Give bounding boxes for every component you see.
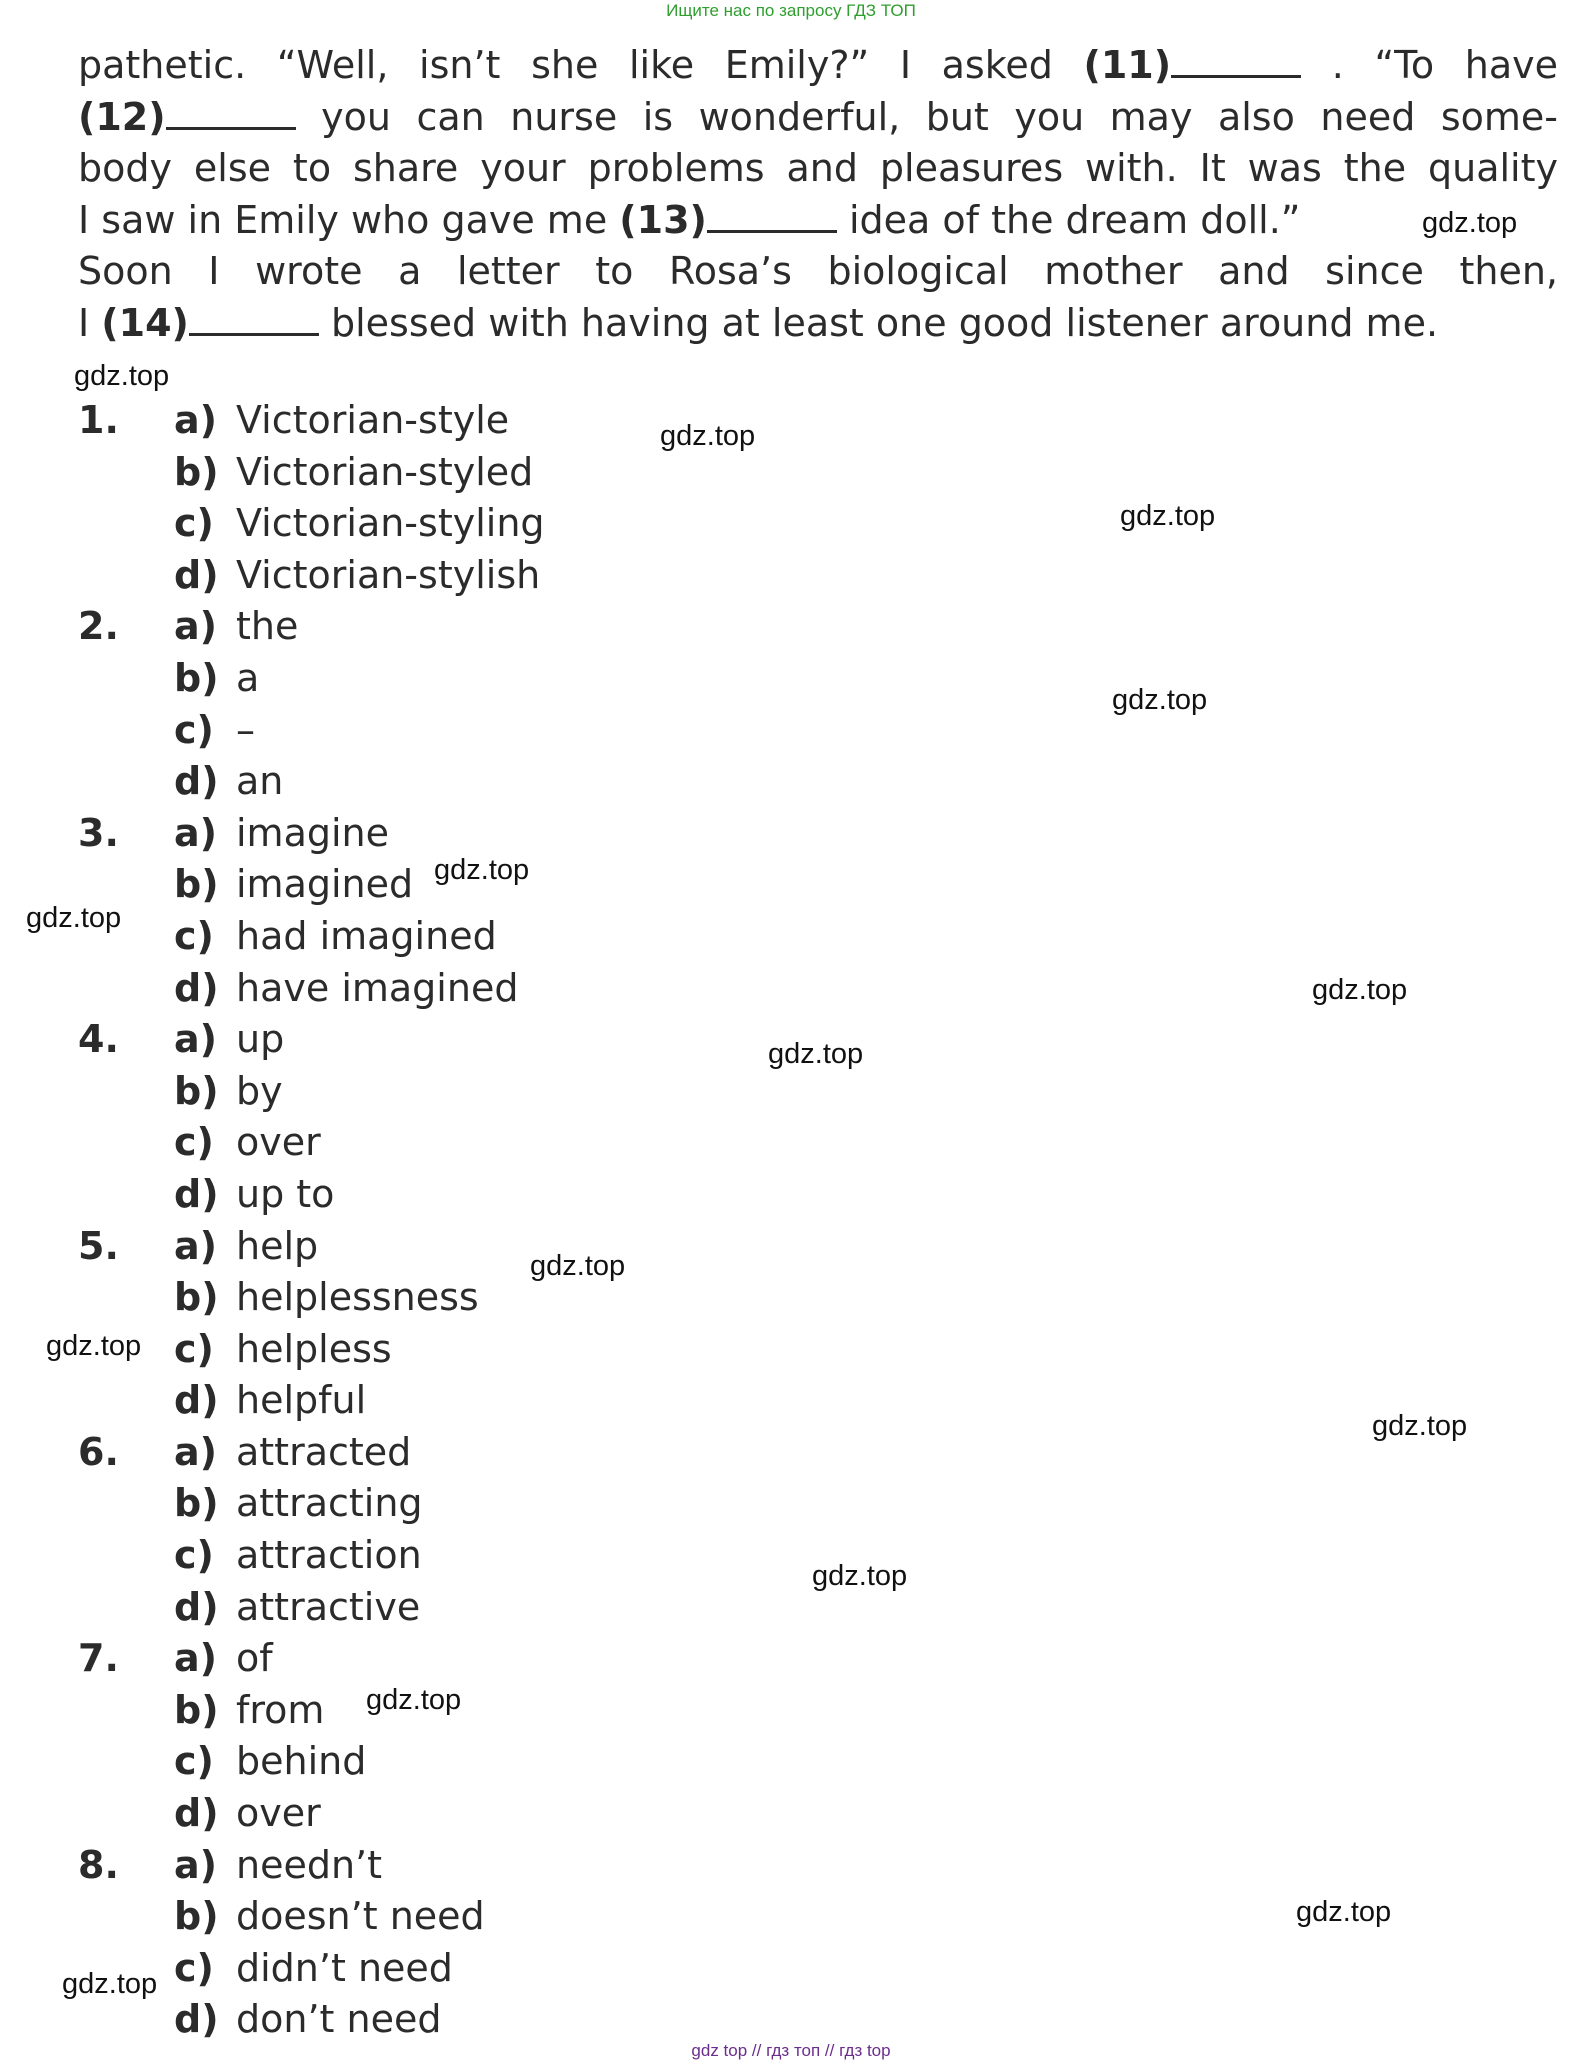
question-number: 4. (78, 1017, 119, 1062)
answer-option (78, 911, 1078, 963)
option-letter: b) (174, 1687, 219, 1732)
answer-option (78, 447, 1078, 499)
option-text: the (236, 604, 299, 649)
option-letter: b) (174, 1481, 219, 1526)
watermark: gdz.top (1120, 500, 1216, 532)
answer-option (78, 1117, 1078, 1169)
option-letter: c) (174, 1120, 214, 1165)
passage-text-segment: body else to share your problems and pleasures with. It was the quality (78, 146, 1558, 190)
option-text: behind (236, 1739, 367, 1784)
option-letter: b) (174, 655, 219, 700)
option-text: up to (236, 1171, 335, 1216)
answer-option (78, 1788, 1078, 1840)
option-letter: d) (174, 552, 219, 597)
option-text: helpless (236, 1326, 392, 1371)
watermark: gdz.top (660, 420, 756, 452)
passage-line (78, 92, 1558, 144)
gap-number: (12) (78, 94, 166, 139)
watermark: gdz.top (1112, 684, 1208, 716)
answer-option (78, 1169, 1078, 1221)
option-text: of (236, 1636, 273, 1681)
option-letter: a) (174, 1842, 218, 1887)
option-text: didn’t need (236, 1945, 453, 1990)
answer-options-list (78, 395, 1078, 2046)
option-text: imagine (236, 810, 390, 855)
option-letter: b) (174, 1068, 219, 1113)
option-text: a (236, 655, 260, 700)
passage-text-segment: I (78, 300, 102, 345)
option-text: helpful (236, 1378, 367, 1423)
passage-text-segment: you can nurse is wonderful, but you may also need some- (295, 94, 1558, 139)
answer-option (78, 653, 1078, 705)
option-text: don’t need (236, 1997, 442, 2042)
question-number: 2. (78, 604, 119, 649)
answer-option (78, 1478, 1078, 1530)
answer-option (78, 1530, 1078, 1582)
option-letter: a) (174, 604, 218, 649)
passage-line (78, 143, 1558, 195)
watermark: gdz.top (26, 902, 122, 934)
option-letter: b) (174, 1275, 219, 1320)
question-number: 3. (78, 810, 119, 855)
answer-option (78, 395, 1078, 447)
passage-line (78, 195, 1558, 247)
option-letter: c) (174, 501, 214, 546)
option-text: Victorian-style (236, 398, 510, 442)
option-letter: a) (174, 1017, 218, 1062)
option-letter: d) (174, 1584, 219, 1629)
watermark: gdz.top (768, 1038, 864, 1070)
option-letter: d) (174, 1997, 219, 2042)
watermark: gdz.top (530, 1250, 626, 1282)
option-letter: c) (174, 1326, 214, 1371)
gap-number: (11) (1083, 43, 1172, 87)
option-letter: b) (174, 862, 219, 907)
answer-option (78, 1994, 1078, 2046)
option-text: over (236, 1120, 321, 1165)
passage-text-segment: idea of the dream doll.” (836, 197, 1301, 242)
option-text: an (236, 759, 284, 804)
watermark: gdz.top (812, 1560, 908, 1592)
watermark: gdz.top (1422, 207, 1518, 239)
gap-number: (13) (619, 197, 707, 242)
answer-option (78, 705, 1078, 757)
option-text: attracting (236, 1481, 423, 1526)
option-letter: b) (174, 449, 219, 494)
question-number: 6. (78, 1429, 119, 1474)
option-text: had imagined (236, 913, 497, 958)
watermark: gdz.top (1372, 1410, 1468, 1442)
answer-option (78, 1375, 1078, 1427)
option-text: attraction (236, 1533, 422, 1578)
answer-option (78, 1840, 1078, 1892)
answer-option (78, 808, 1078, 860)
option-text: – (236, 707, 255, 752)
option-text: help (236, 1223, 319, 1268)
blank-gap (1171, 45, 1301, 78)
watermark: gdz.top (46, 1330, 142, 1362)
passage-line (78, 246, 1558, 298)
option-text: needn’t (236, 1842, 383, 1887)
option-letter: a) (174, 810, 218, 855)
blank-gap (707, 200, 837, 233)
footer-links[interactable]: gdz top // гдз топ // гдз top (691, 2041, 891, 2060)
option-text: over (236, 1791, 321, 1836)
answer-option (78, 1582, 1078, 1634)
option-letter: a) (174, 398, 218, 442)
option-letter: c) (174, 1945, 214, 1990)
question-number: 8. (78, 1842, 119, 1887)
option-letter: a) (174, 1223, 218, 1268)
question-number: 5. (78, 1223, 119, 1268)
gap-number: (14) (101, 300, 189, 345)
option-text: Victorian-stylish (236, 552, 541, 597)
passage-text-segment: pathetic. “Well, isn’t she like Emily?” I asked (78, 43, 1084, 87)
watermark: gdz.top (74, 360, 170, 392)
watermark: gdz.top (366, 1684, 462, 1716)
option-text: Victorian-styling (236, 501, 545, 546)
option-text: up (236, 1017, 285, 1062)
option-letter: c) (174, 707, 214, 752)
answer-option (78, 963, 1078, 1015)
answer-option (78, 498, 1078, 550)
option-letter: a) (174, 1429, 218, 1474)
option-letter: c) (174, 913, 214, 958)
option-text: have imagined (236, 965, 519, 1010)
option-text: from (236, 1687, 325, 1732)
option-text: attractive (236, 1584, 421, 1629)
option-text: Victorian-styled (236, 449, 534, 494)
option-letter: d) (174, 1171, 219, 1216)
answer-option (78, 859, 1078, 911)
watermark: gdz.top (1296, 1896, 1392, 1928)
passage-text-segment: . “To have (1301, 43, 1558, 87)
watermark: gdz.top (62, 1968, 158, 2000)
passage-text-segment: I saw in Emily who gave me (78, 197, 620, 242)
search-hint-link[interactable]: Ищите нас по запросу ГДЗ ТОП (666, 1, 916, 20)
option-letter: d) (174, 759, 219, 804)
option-text: by (236, 1068, 283, 1113)
answer-option (78, 550, 1078, 602)
passage-line (78, 40, 1558, 92)
blank-gap (166, 97, 296, 130)
passage-text-segment: Soon I wrote a letter to Rosa’s biological mother and since then, (78, 249, 1558, 293)
option-text: helplessness (236, 1275, 479, 1320)
passage-text (78, 40, 1558, 349)
answer-option (78, 1891, 1078, 1943)
answer-option (78, 601, 1078, 653)
option-text: imagined (236, 862, 414, 907)
option-letter: a) (174, 1636, 218, 1681)
question-number: 7. (78, 1636, 119, 1681)
option-text: doesn’t need (236, 1894, 485, 1939)
answer-option (78, 1427, 1078, 1479)
passage-text-segment: blessed with having at least one good listener around me. (318, 300, 1439, 345)
watermark: gdz.top (1312, 974, 1408, 1006)
answer-option (78, 1633, 1078, 1685)
answer-option (78, 1014, 1078, 1066)
answer-option (78, 1324, 1078, 1376)
passage-line (78, 298, 1558, 350)
answer-option (78, 1736, 1078, 1788)
option-text: attracted (236, 1429, 412, 1474)
option-letter: c) (174, 1533, 214, 1578)
answer-option (78, 1685, 1078, 1737)
answer-option (78, 756, 1078, 808)
option-letter: d) (174, 965, 219, 1010)
blank-gap (189, 303, 319, 336)
option-letter: c) (174, 1739, 214, 1784)
answer-option (78, 1943, 1078, 1995)
question-number: 1. (78, 398, 119, 442)
option-letter: b) (174, 1894, 219, 1939)
answer-option (78, 1066, 1078, 1118)
option-letter: d) (174, 1791, 219, 1836)
watermark: gdz.top (434, 854, 530, 886)
option-letter: d) (174, 1378, 219, 1423)
